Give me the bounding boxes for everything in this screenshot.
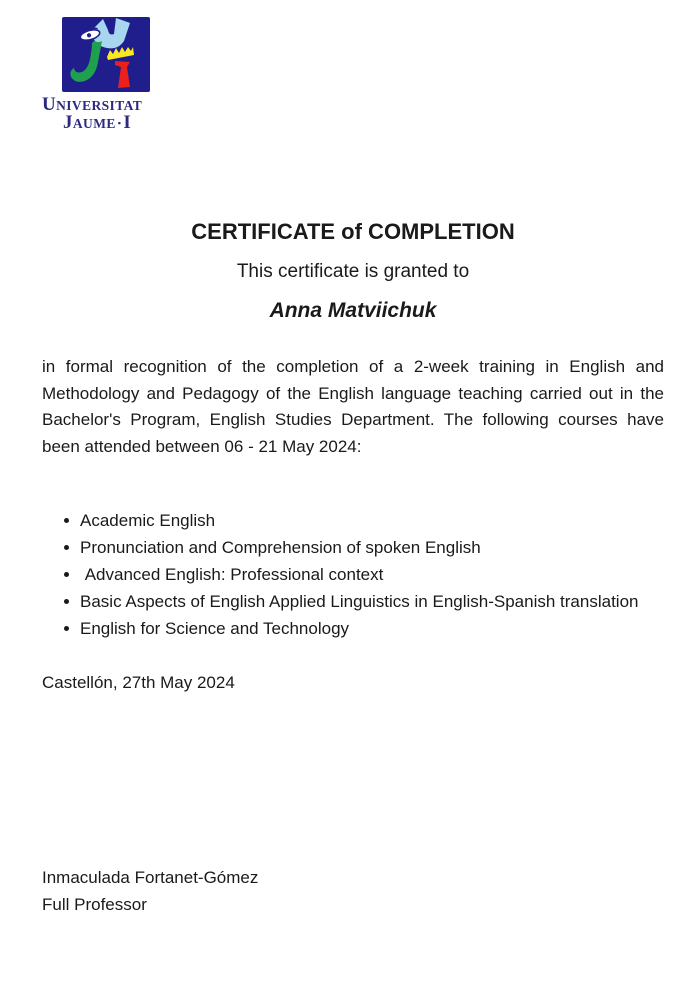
bullet-icon [64, 545, 69, 550]
list-item [42, 507, 664, 534]
wordmark-separator-dot: ▪ [117, 118, 122, 128]
bullet-cell [42, 534, 80, 550]
course-name: Pronunciation and Comprehension of spoken English [80, 538, 481, 557]
wordmark-suffix-i: I [123, 112, 132, 133]
signatory-name: Inmaculada Fortanet-Gómez [42, 867, 259, 887]
place-and-date: Castellón, 27th May 2024 [42, 673, 235, 692]
university-wordmark [42, 96, 664, 132]
bullet-icon [64, 599, 69, 604]
recipient-name: Anna Matviichuk [269, 299, 437, 322]
bullet-icon [64, 572, 69, 577]
wordmark-initial-u: U [42, 94, 57, 115]
wordmark-line-jaume [63, 114, 664, 132]
list-item [42, 615, 664, 642]
course-name: English for Science and Technology [80, 619, 350, 638]
wordmark-line-universitat [42, 96, 664, 114]
list-item [42, 588, 664, 615]
course-name: Academic English [80, 511, 216, 530]
bullet-icon [64, 626, 69, 631]
certificate-body-paragraph: in formal recognition of the completion of a 2-week training in English and Methodology and Pedagogy of the English language teaching carried out in the Bachelor's Program, English Studies Department. The following courses have been attended between 06 - 21 May 2024: [42, 357, 664, 456]
signatory-title: Full Professor [42, 895, 147, 914]
certificate-title: CERTIFICATE of COMPLETION [191, 219, 515, 244]
course-name: Basic Aspects of English Applied Linguistics in English-Spanish translation [80, 592, 639, 611]
certificate-subtitle: This certificate is granted to [236, 261, 470, 282]
list-item [42, 534, 664, 561]
bullet-cell [42, 615, 80, 631]
bullet-cell [42, 561, 80, 577]
course-list [42, 507, 664, 642]
bullet-cell [42, 507, 80, 523]
bullet-cell [42, 588, 80, 604]
course-name: Advanced English: Professional context [80, 565, 384, 584]
bullet-icon [64, 518, 69, 523]
list-item [42, 561, 664, 588]
wordmark-rest-jaume: AUME [72, 116, 116, 131]
signature-block [42, 864, 664, 919]
wordmark-initial-j: J [63, 112, 73, 133]
university-logo [42, 17, 664, 132]
wordmark-rest-universitat: NIVERSITAT [56, 98, 143, 113]
uji-logo-icon [62, 17, 150, 92]
